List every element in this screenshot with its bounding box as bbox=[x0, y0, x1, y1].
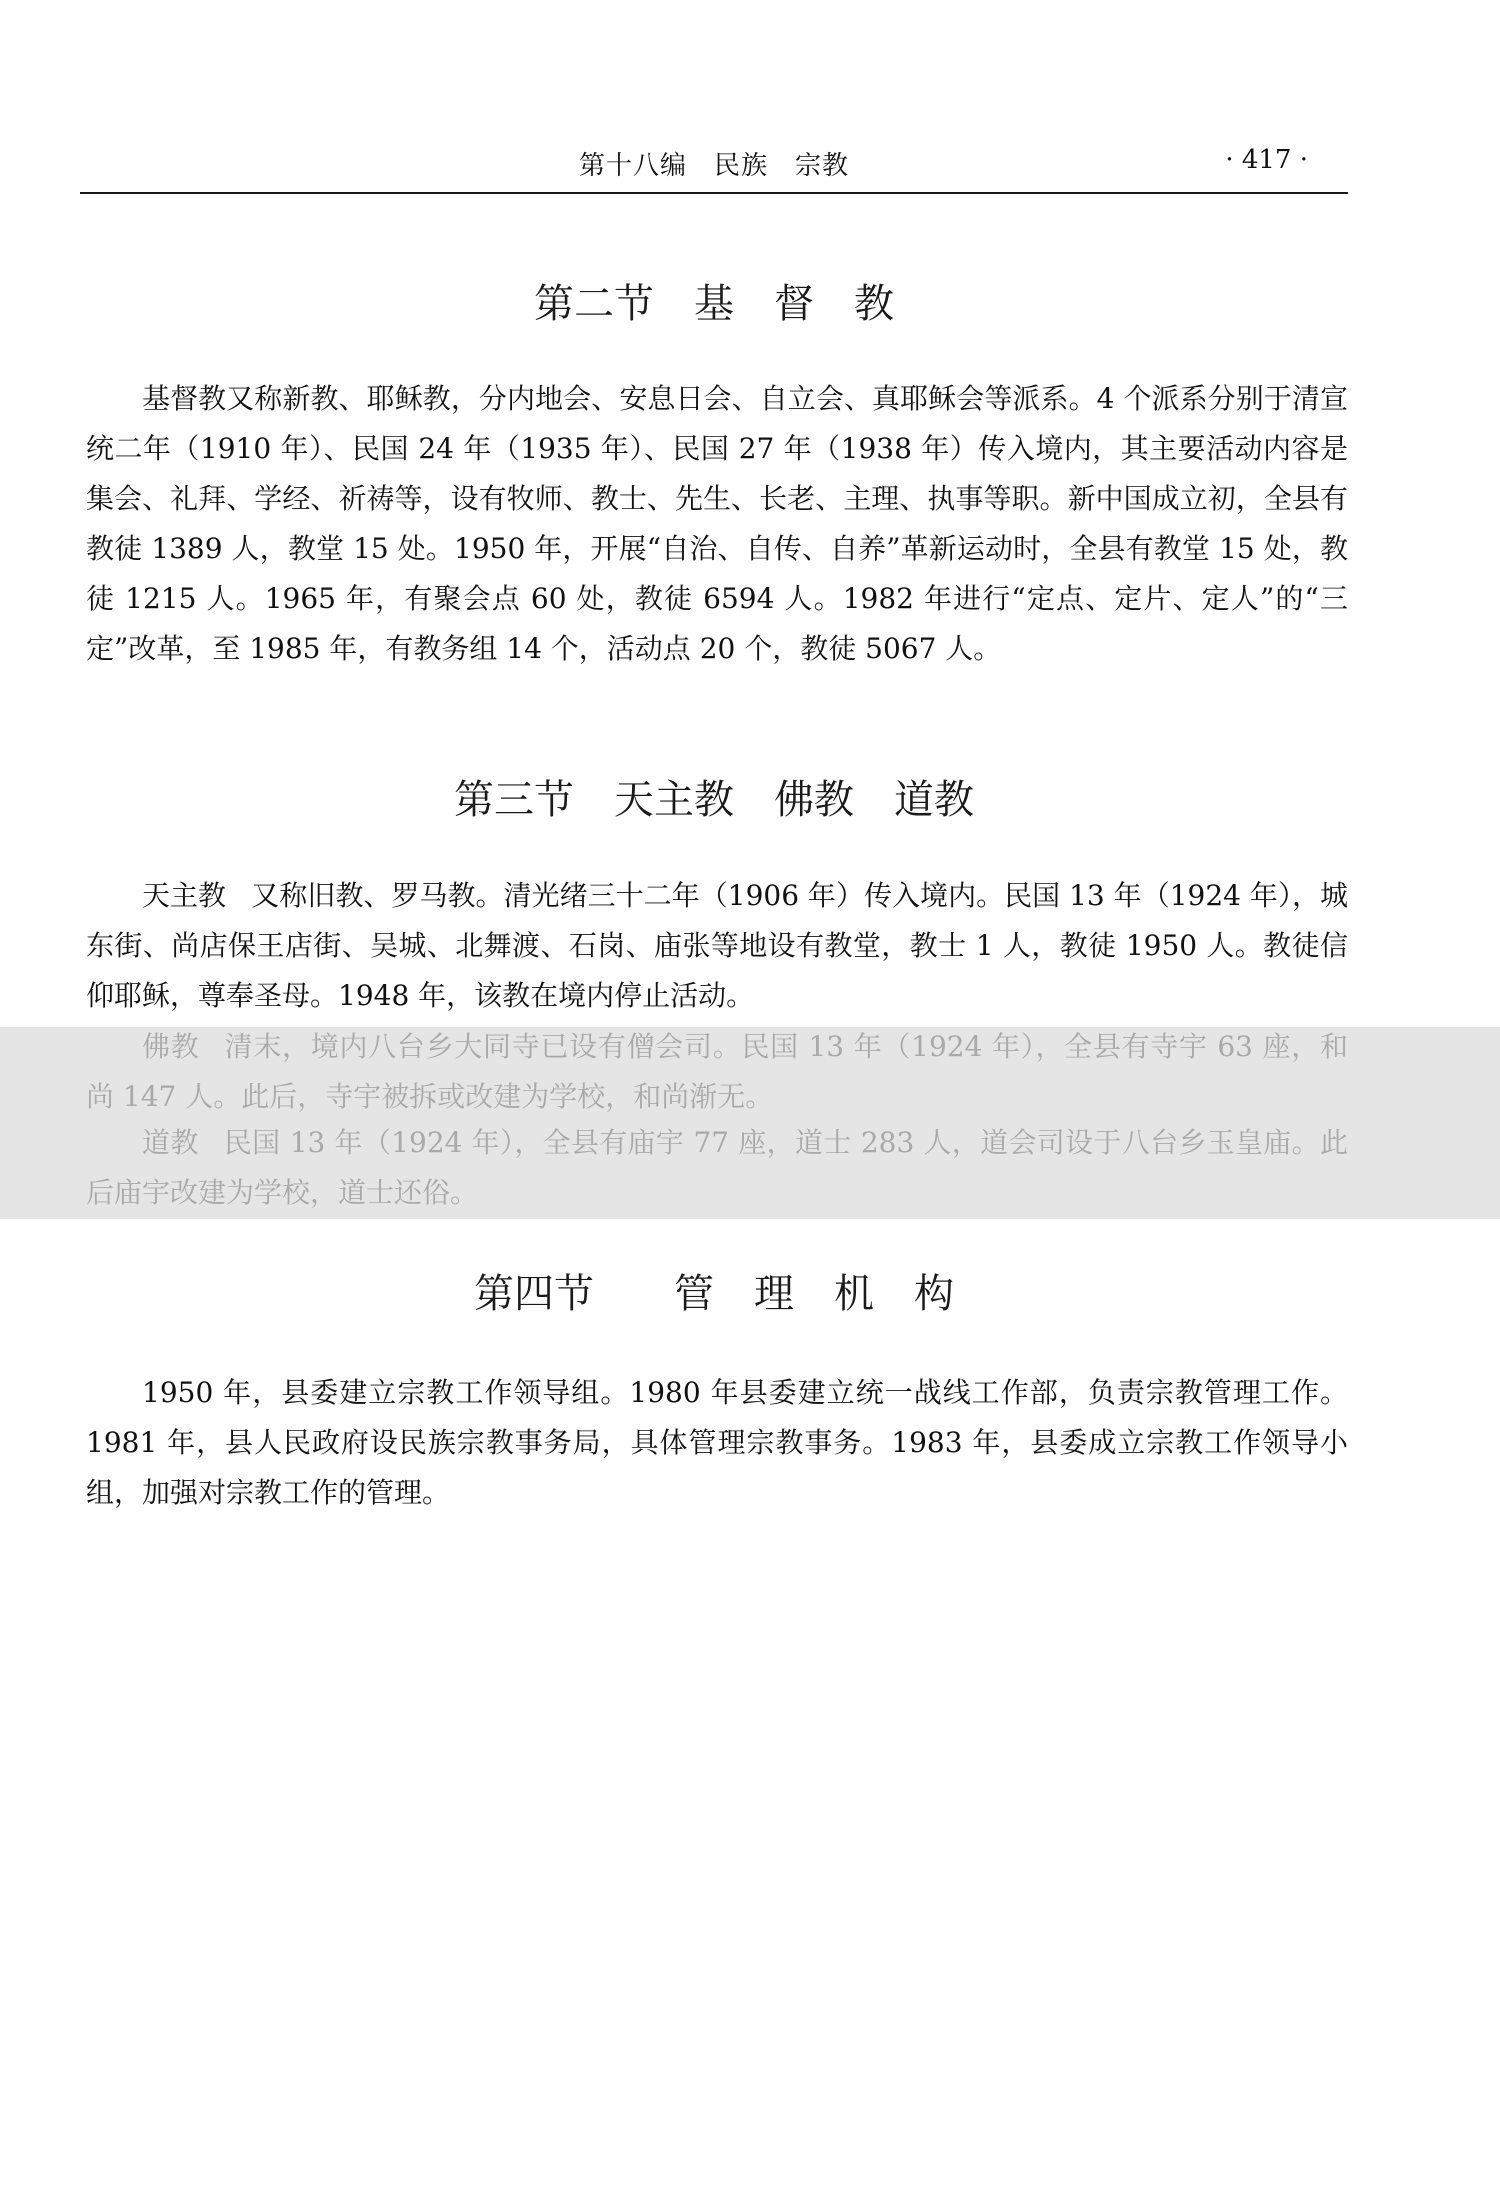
paragraph-taoism bbox=[86, 1118, 1348, 1218]
running-header bbox=[80, 145, 1348, 195]
entry-text-catholicism: 又称旧教、罗马教。清光绪三十二年（1906 年）传入境内。民国 13 年（1924 年），城东街、尚店保王店街、吴城、北舞渡、石岗、庙张等地设有教堂，教士 1 人，教徒 1950 人。教徒信仰耶稣，尊奉圣母。1948 年，该教在境内停止活动。 bbox=[86, 879, 1348, 1012]
section-title-christianity: 第二节 基 督 教 bbox=[534, 281, 894, 327]
paragraph-buddhism bbox=[86, 1022, 1348, 1122]
paragraph-christianity: 基督教又称新教、耶稣教，分内地会、安息日会、自立会、真耶稣会等派系。4 个派系分别于清宣统二年（1910 年）、民国 24 年（1935 年）、民国 27 年（1938 年）传入境内，其主要活动内容是集会、礼拜、学经、祈祷等，设有牧师、教士、先生、长老、主理、执事等职。新中国成立初，全县有教徒 1389 人，教堂 15 处。1950 年，开展“自治、自传、自养”革新运动时，全县有教堂 15 处，教徒 1215 人。1965 年，有聚会点 60 处，教徒 6594 人。1982 年进行“定点、定片、定人”的“三定”改革，至 1985 年，有教务组 14 个，活动点 20 个，教徒 5067 人。 bbox=[86, 382, 1348, 665]
entry-lead-catholicism: 天主教 bbox=[142, 879, 227, 912]
entry-text-taoism: 民国 13 年（1924 年），全县有庙宇 77 座，道士 283 人，道会司设于八台乡玉皇庙。此后庙宇改建为学校，道士还俗。 bbox=[86, 1126, 1348, 1209]
header-title: 第十八编 民族 宗教 bbox=[578, 151, 849, 181]
entry-text-buddhism: 清末，境内八台乡大同寺已设有僧会司。民国 13 年（1924 年），全县有寺宇 63 座，和尚 147 人。此后，寺宇被拆或改建为学校，和尚渐无。 bbox=[86, 1030, 1348, 1113]
section-title-administration: 第四节 管 理 机 构 bbox=[474, 1271, 954, 1317]
entry-lead-taoism: 道教 bbox=[142, 1126, 199, 1159]
paragraph-catholicism bbox=[86, 871, 1348, 1021]
paragraph-administration: 1950 年，县委建立宗教工作领导组。1980 年县委建立统一战线工作部，负责宗教管理工作。1981 年，县人民政府设民族宗教事务局，具体管理宗教事务。1983 年，县委成立宗教工作领导小组，加强对宗教工作的管理。 bbox=[86, 1376, 1348, 1509]
header-rule bbox=[80, 192, 1348, 194]
page-number: · 417 · bbox=[1225, 145, 1308, 175]
entry-lead-buddhism: 佛教 bbox=[142, 1030, 200, 1063]
section-title-catholic-buddhism-taoism: 第三节 天主教 佛教 道教 bbox=[454, 777, 974, 823]
